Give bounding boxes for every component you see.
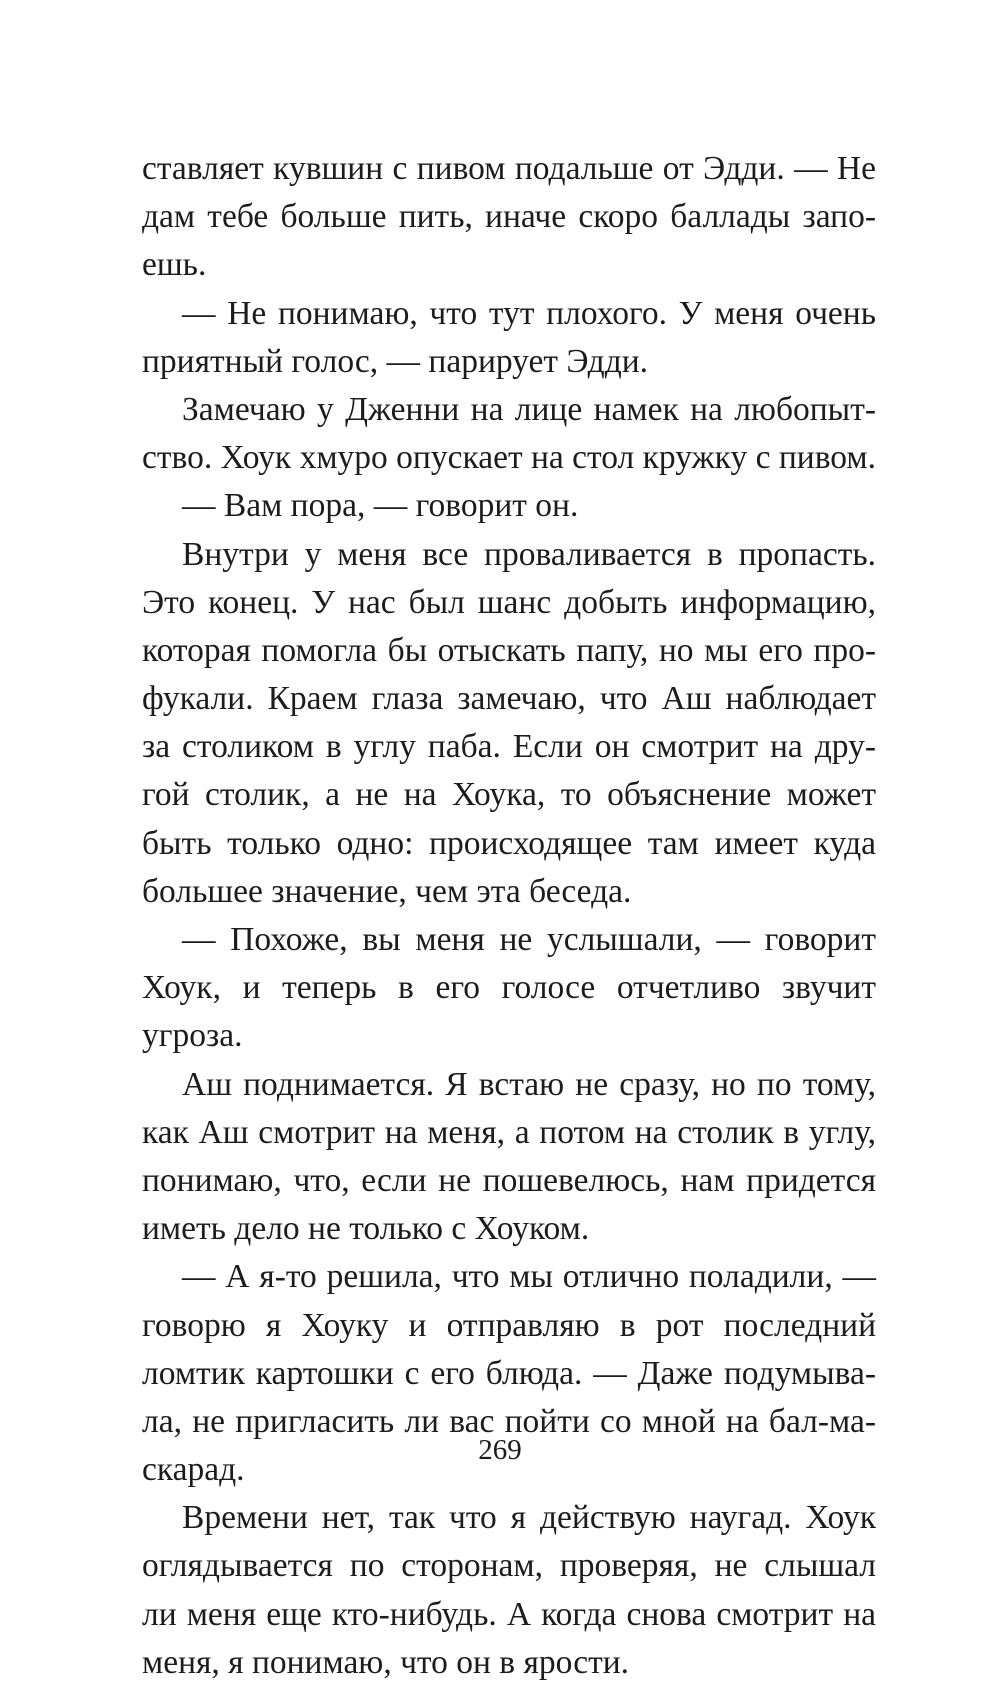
text-line: иметь дело не только с Хоуком. xyxy=(142,1210,590,1248)
text-line: ли меня еще кто-нибудь. А когда снова смотрит на xyxy=(142,1595,876,1633)
text-line: гой столик, а не на Хоука, то объяснение может xyxy=(142,776,876,814)
text-line: понимаю, что, если не пошевелюсь, нам придется xyxy=(142,1161,876,1199)
text-line: — Вам пора, — говорит он. xyxy=(182,487,579,525)
text-line: ешь. xyxy=(142,246,207,284)
text-line: Хоук, и теперь в его голосе отчетливо звучит xyxy=(142,969,876,1007)
text-line: скарад. xyxy=(142,1451,245,1489)
text-line: Аш поднимается. Я встаю не сразу, но по тому, xyxy=(182,1065,876,1103)
text-line: ставляет кувшин с пивом подальше от Эдди. — Не xyxy=(142,150,876,187)
text-line: ла, не пригласить ли вас пойти со мной на бал-ма- xyxy=(142,1402,876,1440)
page-number: 269 xyxy=(478,1434,522,1466)
text-line: за столиком в углу паба. Если он смотрит на дру- xyxy=(142,728,876,766)
text-line: говорю я Хоуку и отправляю в рот последний xyxy=(142,1306,876,1344)
text-line: угроза. xyxy=(142,1017,243,1055)
text-line: Времени нет, так что я действую наугад. Хоук xyxy=(182,1499,876,1537)
text-line: ломтик картошки с его блюда. — Даже подумыва- xyxy=(142,1354,876,1392)
text-line: дам тебе больше пить, иначе скоро баллады запо- xyxy=(142,198,876,236)
text-line: Внутри у меня все проваливается в пропасть. xyxy=(182,535,876,573)
text-line: приятный голос, — парирует Эдди. xyxy=(142,342,649,380)
text-line: фукали. Краем глаза замечаю, что Аш наблюдает xyxy=(142,680,876,718)
text-line: большее значение, чем эта беседа. xyxy=(142,872,632,910)
text-line: — Похоже, вы меня не услышали, — говорит xyxy=(182,921,876,958)
text-line: которая помогла бы отыскать папу, но мы его про- xyxy=(142,631,876,669)
text-line: — А я-то решила, что мы отлично поладили, — xyxy=(182,1258,876,1296)
text-line: Это конец. У нас был шанс добыть информацию, xyxy=(142,583,876,621)
text-line: Замечаю у Дженни на лице намек на любопыт- xyxy=(182,390,876,428)
text-line: быть только одно: происходящее там имеет куда xyxy=(142,824,876,862)
text-line: как Аш смотрит на меня, а потом на столик в углу, xyxy=(142,1113,876,1151)
text-line: ство. Хоук хмуро опускает на стол кружку с пивом. xyxy=(142,439,876,477)
text-line: меня, я понимаю, что он в ярости. xyxy=(142,1643,630,1681)
text-line: — Не понимаю, что тут плохого. У меня очень xyxy=(182,294,876,332)
text-line: оглядывается по сторонам, проверяя, не слышал xyxy=(142,1547,876,1585)
